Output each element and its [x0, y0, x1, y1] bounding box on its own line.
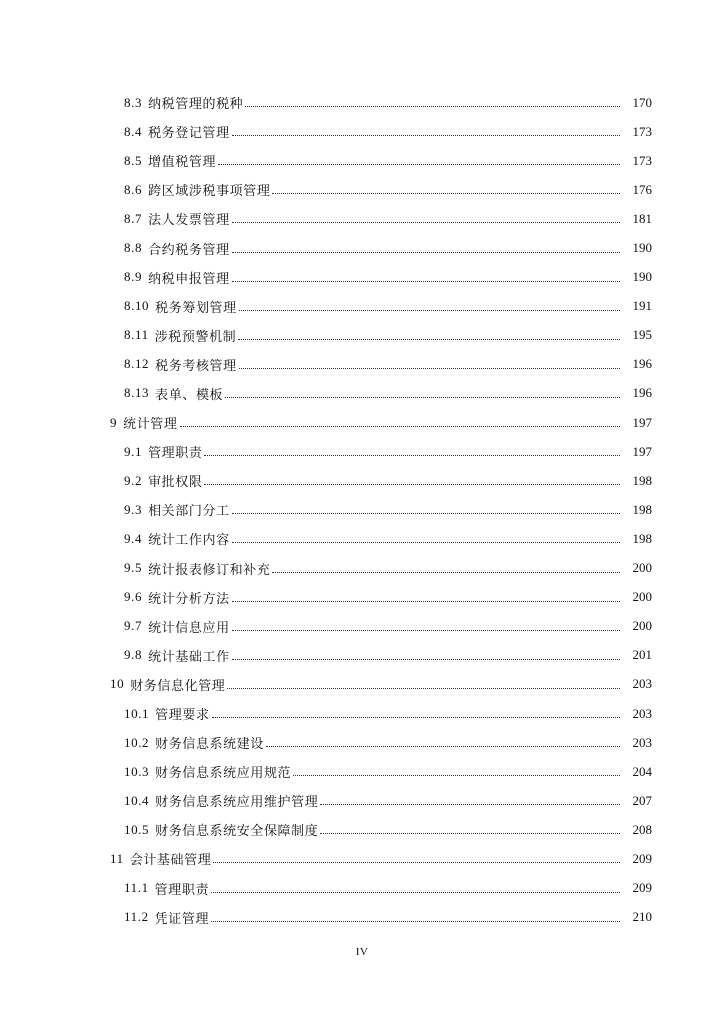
toc-entry-number: 8.7	[124, 210, 143, 226]
toc-entry-number: 10	[110, 676, 125, 692]
toc-entry-number: 8.5	[124, 152, 143, 168]
toc-entry[interactable]	[0, 88, 724, 117]
toc-entry-page: 170	[632, 94, 652, 110]
toc-entry-title: 税务登记管理	[148, 125, 230, 141]
toc-entry-title: 合约税务管理	[148, 241, 230, 257]
toc-entry[interactable]	[0, 670, 724, 699]
toc-entry-page: 200	[632, 560, 652, 576]
toc-entry-page: 197	[632, 414, 652, 430]
toc-entry-page: 209	[632, 880, 652, 896]
toc-entry-page: 198	[632, 472, 652, 488]
toc-entry-title: 统计管理	[123, 416, 178, 432]
toc-entry[interactable]	[0, 699, 724, 728]
toc-entry-title: 凭证管理	[154, 910, 210, 926]
toc-entry-title: 统计报表修订和补充	[148, 561, 271, 577]
toc-entry-title: 财务信息化管理	[130, 677, 226, 693]
toc-entry[interactable]	[0, 815, 724, 844]
toc-entry-title: 税务考核管理	[155, 357, 237, 373]
toc-entry-number: 11	[110, 850, 124, 866]
dot-leader	[293, 775, 620, 776]
toc-entry-page: 204	[632, 763, 652, 779]
dot-leader	[232, 542, 620, 543]
toc-entry[interactable]	[0, 903, 724, 932]
toc-entry-title: 法人发票管理	[148, 212, 230, 228]
dot-leader	[204, 484, 620, 485]
dot-leader	[232, 630, 620, 631]
toc-entry[interactable]	[0, 524, 724, 553]
toc-entry-page: 190	[632, 269, 652, 285]
toc-entry[interactable]	[0, 175, 724, 204]
toc-entry-title: 统计分析方法	[148, 590, 230, 606]
dot-leader	[211, 921, 620, 922]
toc-entry-title: 财务信息系统应用规范	[155, 765, 292, 781]
toc-entry-title: 增值税管理	[148, 154, 217, 170]
dot-leader	[232, 659, 620, 660]
dot-leader	[211, 892, 620, 893]
toc-entry[interactable]	[0, 146, 724, 175]
dot-leader	[232, 135, 620, 136]
dot-leader	[320, 833, 620, 834]
dot-leader	[239, 368, 620, 369]
toc-entry-title: 审批权限	[148, 474, 203, 490]
toc-entry-title: 纳税申报管理	[148, 270, 230, 286]
toc-entry-page: 209	[632, 850, 652, 866]
toc-entry-title: 涉税预警机制	[154, 328, 237, 344]
toc-entry-number: 10.5	[124, 821, 150, 837]
toc-entry-title: 统计工作内容	[148, 532, 230, 548]
toc-entry-page: 201	[632, 647, 652, 663]
toc-entry-number: 9.1	[124, 443, 143, 459]
toc-entry-title: 统计信息应用	[148, 619, 230, 635]
toc-entry[interactable]	[0, 554, 724, 583]
toc-entry-number: 10.1	[124, 705, 150, 721]
dot-leader	[218, 164, 620, 165]
toc-entry-page: 196	[632, 385, 652, 401]
toc-entry-page: 198	[632, 501, 652, 517]
dot-leader	[227, 688, 620, 689]
toc-entry-number: 8.12	[124, 356, 150, 372]
dot-leader	[232, 281, 620, 282]
toc-entry[interactable]	[0, 786, 724, 815]
toc-entry-page: 176	[632, 181, 652, 197]
toc-entry[interactable]	[0, 641, 724, 670]
toc-entry[interactable]	[0, 408, 724, 437]
toc-entry[interactable]	[0, 874, 724, 903]
toc-entry[interactable]	[0, 379, 724, 408]
toc-entry-title: 会计基础管理	[129, 852, 212, 868]
toc-entry-number: 8.8	[124, 240, 143, 256]
toc-entry-page: 208	[632, 821, 652, 837]
toc-entry[interactable]	[0, 844, 724, 873]
toc-entry-number: 11.2	[124, 909, 149, 925]
toc-entry-number: 10.2	[124, 734, 150, 750]
toc-entry-number: 8.9	[124, 269, 143, 285]
toc-entry[interactable]	[0, 117, 724, 146]
page-number: IV	[355, 946, 369, 958]
toc-entry-page: 203	[632, 676, 652, 692]
toc-entry-page: 190	[632, 240, 652, 256]
dot-leader	[213, 862, 620, 863]
dot-leader	[245, 106, 620, 107]
table-of-contents	[0, 88, 724, 932]
toc-entry-number: 10.4	[124, 792, 150, 808]
dot-leader	[266, 746, 620, 747]
toc-entry[interactable]	[0, 466, 724, 495]
toc-entry[interactable]	[0, 350, 724, 379]
dot-leader	[239, 310, 620, 311]
toc-entry-title: 统计基础工作	[148, 648, 230, 664]
toc-entry[interactable]	[0, 612, 724, 641]
toc-entry-title: 财务信息系统建设	[155, 736, 264, 752]
toc-entry-number: 8.11	[124, 327, 149, 343]
dot-leader	[180, 426, 620, 427]
toc-entry-title: 表单、模板	[155, 386, 224, 402]
toc-entry-page: 210	[632, 909, 652, 925]
toc-entry-title: 财务信息系统安全保障制度	[155, 823, 319, 839]
toc-entry-page: 203	[632, 705, 652, 721]
dot-leader	[272, 572, 620, 573]
toc-entry-number: 9.2	[124, 472, 143, 488]
toc-entry-number: 8.6	[124, 181, 143, 197]
toc-entry-page: 197	[632, 443, 652, 459]
toc-entry-page: 173	[632, 123, 652, 139]
toc-entry-number: 8.13	[124, 385, 150, 401]
toc-entry[interactable]	[0, 583, 724, 612]
toc-entry-number: 9.4	[124, 530, 143, 546]
toc-entry[interactable]	[0, 728, 724, 757]
toc-entry[interactable]	[0, 757, 724, 786]
toc-entry-title: 管理职责	[154, 881, 210, 897]
dot-leader	[272, 193, 620, 194]
toc-entry[interactable]	[0, 292, 724, 321]
toc-entry-page: 198	[632, 530, 652, 546]
dot-leader	[232, 252, 620, 253]
dot-leader	[238, 339, 620, 340]
toc-entry-number: 9.8	[124, 647, 143, 663]
dot-leader	[232, 222, 620, 223]
toc-entry[interactable]	[0, 321, 724, 350]
toc-entry-title: 相关部门分工	[148, 503, 230, 519]
toc-entry-title: 管理职责	[148, 445, 203, 461]
dot-leader	[232, 601, 620, 602]
toc-entry-title: 跨区域涉税事项管理	[148, 183, 271, 199]
toc-entry[interactable]	[0, 233, 724, 262]
toc-entry-page: 200	[632, 618, 652, 634]
toc-entry-page: 195	[632, 327, 652, 343]
toc-entry[interactable]	[0, 437, 724, 466]
toc-entry-number: 9.6	[124, 589, 143, 605]
toc-entry-number: 10.3	[124, 763, 150, 779]
toc-entry-number: 9.7	[124, 618, 143, 634]
toc-entry-title: 纳税管理的税种	[148, 96, 244, 112]
dot-leader	[232, 513, 620, 514]
dot-leader	[320, 804, 620, 805]
toc-entry-number: 8.10	[124, 298, 150, 314]
toc-entry-title: 税务筹划管理	[155, 299, 237, 315]
toc-entry-title: 财务信息系统应用维护管理	[155, 794, 319, 810]
dot-leader	[204, 455, 620, 456]
toc-entry-number: 9.3	[124, 501, 143, 517]
toc-entry-number: 8.3	[124, 94, 143, 110]
toc-entry[interactable]	[0, 495, 724, 524]
toc-entry[interactable]	[0, 263, 724, 292]
toc-entry-page: 207	[632, 792, 652, 808]
toc-entry-page: 173	[632, 152, 652, 168]
dot-leader	[212, 717, 620, 718]
toc-entry-page: 191	[632, 298, 652, 314]
toc-entry-page: 200	[632, 589, 652, 605]
toc-entry-title: 管理要求	[155, 707, 210, 723]
toc-entry-number: 11.1	[124, 880, 149, 896]
toc-entry-number: 8.4	[124, 123, 143, 139]
toc-entry[interactable]	[0, 204, 724, 233]
dot-leader	[225, 397, 620, 398]
toc-entry-page: 203	[632, 734, 652, 750]
toc-entry-page: 196	[632, 356, 652, 372]
toc-entry-number: 9.5	[124, 560, 143, 576]
toc-entry-number: 9	[110, 414, 118, 430]
toc-entry-page: 181	[632, 210, 652, 226]
